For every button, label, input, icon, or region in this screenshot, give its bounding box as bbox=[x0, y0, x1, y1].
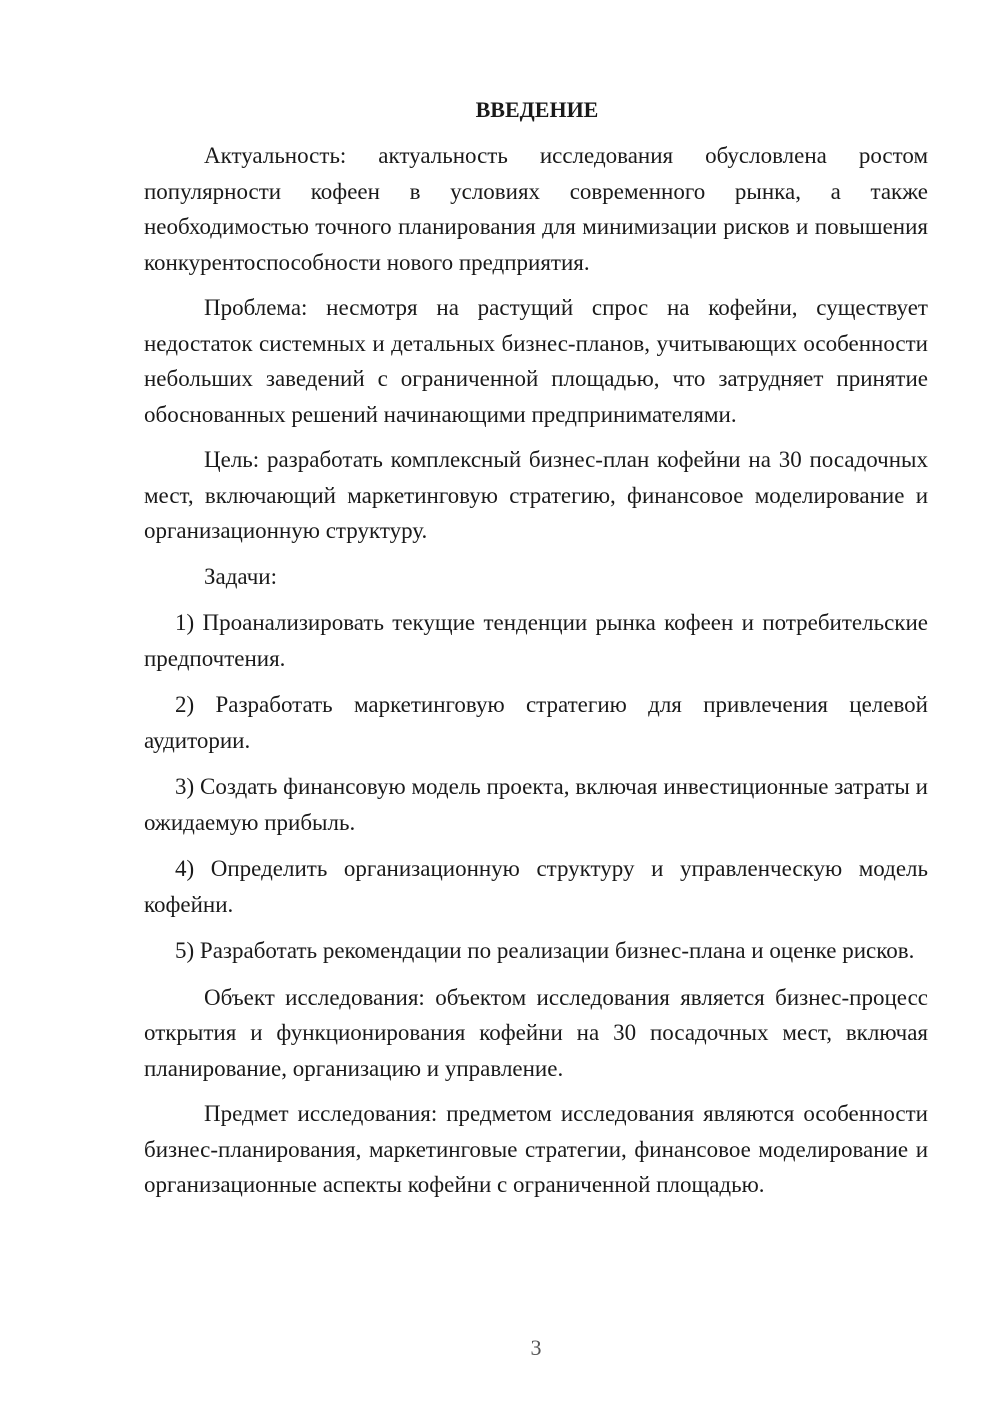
task-item-1: 1) Проанализировать текущие тенденции рынка кофеен и потребительские предпочтения. bbox=[144, 610, 928, 671]
task-item-5: 5) Разработать рекомендации по реализации бизнес-плана и оценке рисков. bbox=[175, 938, 915, 963]
task-item-3: 3) Создать финансовую модель проекта, включая инвестиционные затраты и ожидаемую прибыль. bbox=[144, 774, 928, 835]
section-title: ВВЕДЕНИЕ bbox=[475, 97, 599, 122]
document-body bbox=[144, 95, 928, 1203]
paragraph-goal: Цель: разработать комплексный бизнес-план кофейни на 30 посадочных мест, включающий маркетинговую стратегию, финансовое моделирование и организационную структуру. bbox=[144, 447, 928, 543]
paragraph-relevance: Актуальность: актуальность исследования обусловлена ростом популярности кофеен в условиях современного рынка, а также необходимостью точного планирования для минимизации рисков и повышения конкурентоспособности нового предприятия. bbox=[144, 143, 928, 275]
task-item-2: 2) Разработать маркетинговую стратегию для привлечения целевой аудитории. bbox=[144, 692, 928, 753]
page-number: 3 bbox=[530, 1335, 542, 1360]
paragraph-tasks-heading: Задачи: bbox=[204, 563, 277, 589]
paragraph-problem: Проблема: несмотря на растущий спрос на кофейни, существует недостаток системных и детальных бизнес-планов, учитывающих особенности небольших заведений с ограниченной площадью, что затрудняет принятие обоснованных решений начинающими предпринимателями. bbox=[144, 295, 928, 427]
paragraph-object: Объект исследования: объектом исследования является бизнес-процесс открытия и функционирования кофейни на 30 посадочных мест, включая планирование, организацию и управление. bbox=[144, 984, 928, 1081]
paragraph-subject: Предмет исследования: предметом исследования являются особенности бизнес-планирования, маркетинговые стратегии, финансовое моделирование и организационные аспекты кофейни с ограниченной площадью. bbox=[144, 1101, 928, 1197]
task-item-4: 4) Определить организационную структуру и управленческую модель кофейни. bbox=[144, 856, 928, 917]
